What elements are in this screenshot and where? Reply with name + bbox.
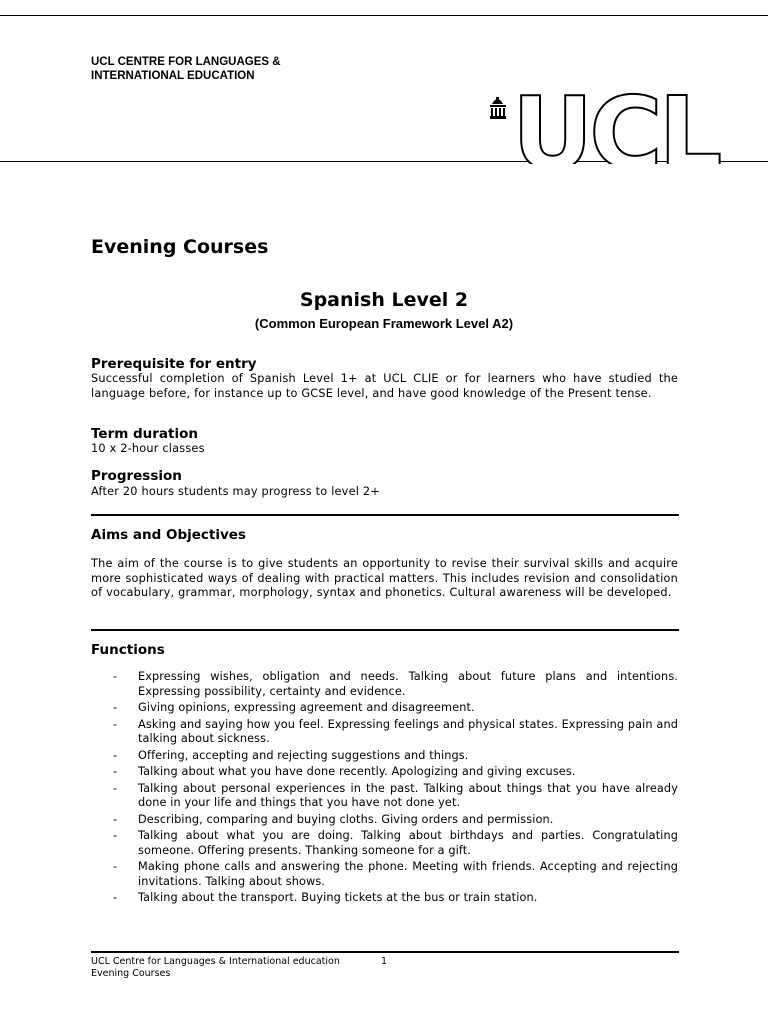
term-text: 10 x 2-hour classes: [91, 442, 205, 455]
section-divider-2: [91, 629, 679, 631]
list-item: [91, 782, 678, 811]
aims-text: The aim of the course is to give students an opportunity to revise their survival skills and acquire more sophisticated ways of dealing with practical matters. This includes revision and consolidation of vocabulary, grammar, morphology, syntax and phonetics. Cultural awareness will be developed.: [91, 557, 678, 599]
list-item: [91, 749, 678, 764]
list-item-text: Talking about the transport. Buying tickets at the bus or train station.: [138, 891, 538, 904]
aims-heading: Aims and Objectives: [91, 527, 246, 543]
functions-heading: Functions: [91, 642, 165, 658]
list-item: [91, 701, 678, 716]
footer-text: [91, 956, 340, 980]
list-item: [91, 860, 678, 889]
list-item-text: Asking and saying how you feel. Expressing feelings and physical states. Expressing pain and talking about sickness.: [138, 717, 678, 745]
list-item: [91, 891, 678, 906]
ucl-logo-graphic: [490, 88, 752, 164]
bullet-dash: -: [113, 670, 118, 683]
list-item-text: Describing, comparing and buying cloths. Giving orders and permission.: [138, 812, 554, 826]
list-item-text: Giving opinions, expressing agreement and disagreement.: [138, 701, 475, 714]
list-item: [91, 765, 678, 780]
list-item-text: Expressing wishes, obligation and needs. Talking about future plans and intentions. Expressing possibility, certainty and evidence.: [138, 670, 678, 698]
list-item: [91, 813, 678, 828]
course-title: Spanish Level 2: [299, 289, 469, 311]
bullet-dash: -: [113, 748, 118, 762]
bullet-dash: -: [113, 781, 118, 795]
bullet-dash: -: [113, 701, 118, 714]
course-subtitle: (Common European Framework Level A2): [254, 316, 514, 331]
portico-icon: [490, 97, 506, 119]
progression-heading: Progression: [91, 468, 182, 484]
functions-list: [91, 670, 678, 908]
list-item-text: Talking about what you are doing. Talking about birthdays and parties. Congratulating someone. Offering presents. Thanking someone for a gift.: [138, 829, 678, 857]
section-divider-1: [91, 514, 679, 516]
ucl-logo-letters: UCL: [512, 88, 719, 164]
organisation-name: [91, 55, 281, 83]
ucl-logo: [490, 88, 752, 164]
list-item-text: Talking about personal experiences in the past. Talking about things that you have already done in your life and things that you have not done yet.: [138, 781, 678, 809]
prerequisite-heading: Prerequisite for entry: [91, 356, 257, 372]
page-heading: Evening Courses: [91, 236, 269, 258]
organisation-line-2: INTERNATIONAL EDUCATION: [91, 70, 255, 82]
term-heading: Term duration: [91, 426, 199, 442]
list-item: [91, 829, 678, 858]
list-item-text: Talking about what you have done recently. Apologizing and giving excuses.: [138, 765, 576, 778]
organisation-line-1: UCL CENTRE FOR LANGUAGES &: [91, 56, 281, 68]
bullet-dash: -: [113, 812, 118, 826]
bullet-dash: -: [113, 717, 118, 731]
bullet-dash: -: [113, 765, 118, 778]
bullet-dash: -: [113, 829, 118, 842]
footer-line-2: Evening Courses: [91, 968, 171, 979]
page-number: 1: [381, 956, 388, 967]
list-item-text: Making phone calls and answering the phone. Meeting with friends. Accepting and rejecting invitations. Talking about shows.: [138, 860, 678, 888]
footer-line-1: UCL Centre for Languages & International education: [91, 956, 340, 967]
footer-rule: [91, 951, 679, 953]
list-item: [91, 670, 678, 699]
bullet-dash: -: [113, 891, 118, 904]
top-rule: [0, 15, 768, 16]
prerequisite-text: Successful completion of Spanish Level 1+ at UCL CLIE or for learners who have studied the language before, for instance up to GCSE level, and have good knowledge of the Present tense.: [91, 372, 678, 400]
progression-text: After 20 hours students may progress to level 2+: [91, 485, 380, 498]
bullet-dash: -: [113, 860, 118, 873]
list-item-text: Offering, accepting and rejecting suggestions and things.: [138, 748, 469, 762]
list-item: [91, 718, 678, 747]
